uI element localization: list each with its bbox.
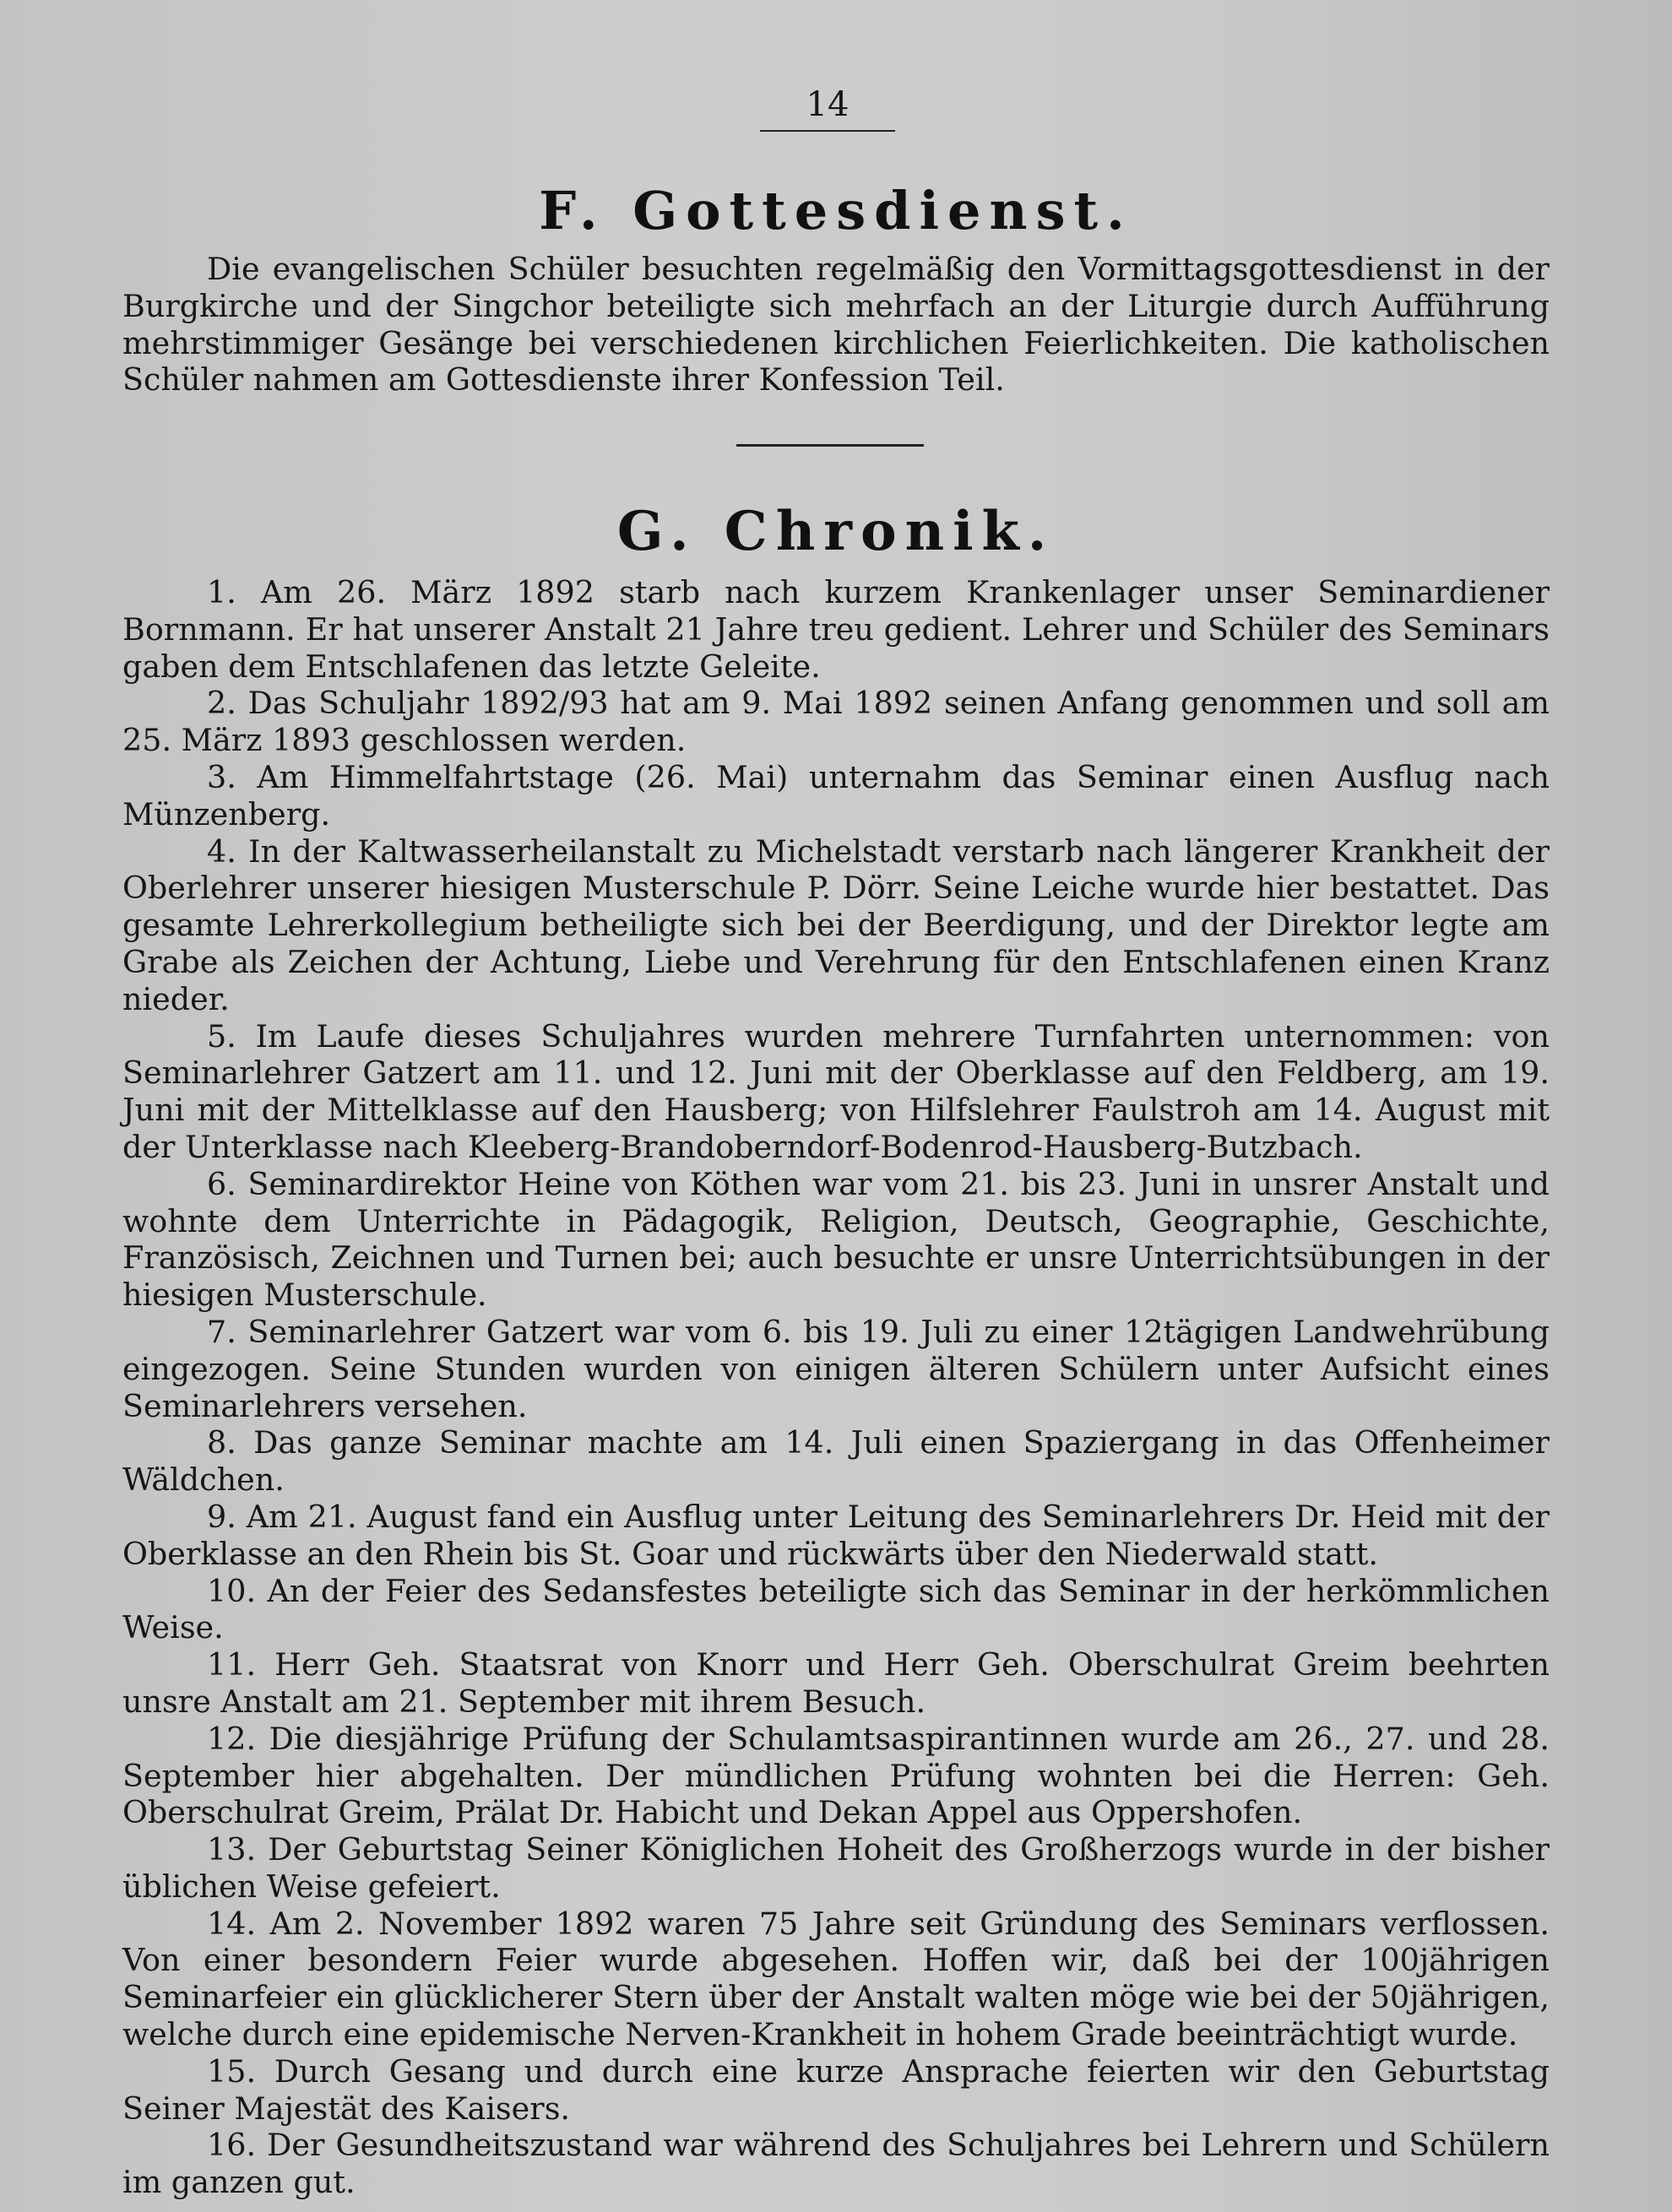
chronicle-entry: 2. Das Schuljahr 1892/93 hat am 9. Mai 1892 seinen Anfang genommen und soll am 25. März 1893 geschlossen werden. — [122, 685, 1550, 759]
chronicle-entry: 16. Der Gesundheitszustand war während des Schuljahres bei Lehrern und Schülern im ganzen gut. — [122, 2127, 1550, 2201]
chronicle-entry: 7. Seminarlehrer Gatzert war vom 6. bis 19. Juli zu einer 12tägigen Landwehrübung eingezogen. Seine Stunden wurden von einigen älteren Schülern unter Aufsicht eines Seminarlehrers versehen. — [122, 1313, 1550, 1424]
chronicle-entry: 1. Am 26. März 1892 starb nach kurzem Krankenlager unser Seminardiener Bornmann. Er hat unserer Anstalt 21 Jahre treu gedient. Lehrer und Schüler des Seminars gaben dem Entschlafenen das letzte Geleite. — [122, 574, 1550, 685]
chronicle-entry: 4. In der Kaltwasserheilanstalt zu Michelstadt verstarb nach längerer Krankheit der Oberlehrer unserer hiesigen Musterschule P. Dörr. Seine Leiche wurde hier bestattet. Das gesamte Lehrerkollegium betheiligte sich bei der Beerdigung, und der Direktor legte am Grabe als Zeichen der Achtung, Liebe und Verehrung für den Entschlafenen einen Kranz nieder. — [122, 832, 1550, 1017]
section-heading-chronik: G. Chronik. — [616, 500, 1056, 563]
section-divider — [736, 444, 924, 447]
chronicle-list — [122, 574, 1550, 2201]
chronicle-entry: 10. An der Feier des Sedansfestes beteiligte sich das Seminar in der herkömmlichen Weise. — [122, 1572, 1550, 1646]
chronicle-entry: 5. Im Laufe dieses Schuljahres wurden mehrere Turnfahrten unternommen: von Seminarlehrer Gatzert am 11. und 12. Juni mit der Oberklasse auf den Feldberg, am 19. Juni mit der Mittelklasse auf den Hausberg; von Hilfslehrer Faulstroh am 14. August mit der Unterklasse nach Kleeberg-Brandoberndorf-Bodenrod-Hausberg-Butzbach. — [122, 1017, 1550, 1165]
chronicle-entry: 12. Die diesjährige Prüfung der Schulamtsaspirantinnen wurde am 26., 27. und 28. September hier abgehalten. Der mündlichen Prüfung wohnten bei die Herren: Geh. Oberschulrat Greim, Prälat Dr. Habicht und Dekan Appel aus Oppershofen. — [122, 1720, 1550, 1831]
paragraph: Die evangelischen Schüler besuchten regelmäßig den Vormittagsgottesdienst in der Burgkirche und der Singchor beteiligte sich mehrfach an der Liturgie durch Aufführung mehrstimmiger Gesänge bei verschiedenen kirchlichen Feierlichkeiten. Die katholischen Schüler nahmen am Gottesdienste ihrer Konfession Teil. — [122, 251, 1550, 398]
chronicle-entry: 6. Seminardirektor Heine von Köthen war vom 21. bis 23. Juni in unsrer Anstalt und wohnte dem Unterrichte in Pädagogik, Religion, Deutsch, Geographie, Geschichte, Französisch, Zeichnen und Turnen bei; auch besuchte er unsre Unterrichtsübungen in der hiesigen Musterschule. — [122, 1165, 1550, 1314]
chronicle-entry: 11. Herr Geh. Staatsrat von Knorr und Herr Geh. Oberschulrat Greim beehrten unsre Anstalt am 21. September mit ihrem Besuch. — [122, 1646, 1550, 1720]
chronicle-entry: 14. Am 2. November 1892 waren 75 Jahre seit Gründung des Seminars verflossen. Von einer besondern Feier wurde abgesehen. Hoffen wir, daß bei der 100jährigen Seminarfeier ein glücklicherer Stern über der Anstalt walten möge wie bei der 50jährigen, welche durch eine epidemische Nerven-Krankheit in hohem Grade beeinträchtigt wurde. — [122, 1905, 1550, 2053]
page-number-rule — [760, 130, 895, 132]
chronicle-entry: 8. Das ganze Seminar machte am 14. Juli einen Spaziergang in das Offenheimer Wäldchen. — [122, 1424, 1550, 1499]
chronicle-entry: 3. Am Himmelfahrtstage (26. Mai) unternahm das Seminar einen Ausflug nach Münzenberg. — [122, 758, 1550, 832]
chronicle-entry: 13. Der Geburtstag Seiner Königlichen Hoheit des Großherzogs wurde in der bisher üblichen Weise gefeiert. — [122, 1831, 1550, 1905]
chronicle-entry: 9. Am 21. August fand ein Ausflug unter Leitung des Seminarlehrers Dr. Heid mit der Oberklasse an den Rhein bis St. Goar und rückwärts über den Niederwald statt. — [122, 1498, 1550, 1572]
page-number: 14 — [806, 85, 850, 124]
section-body-gottesdienst — [122, 251, 1550, 398]
section-heading-gottesdienst: F. Gottesdienst. — [539, 180, 1133, 241]
chronicle-entry: 15. Durch Gesang und durch eine kurze Ansprache feierten wir den Geburtstag Seiner Majestät des Kaisers. — [122, 2052, 1550, 2127]
